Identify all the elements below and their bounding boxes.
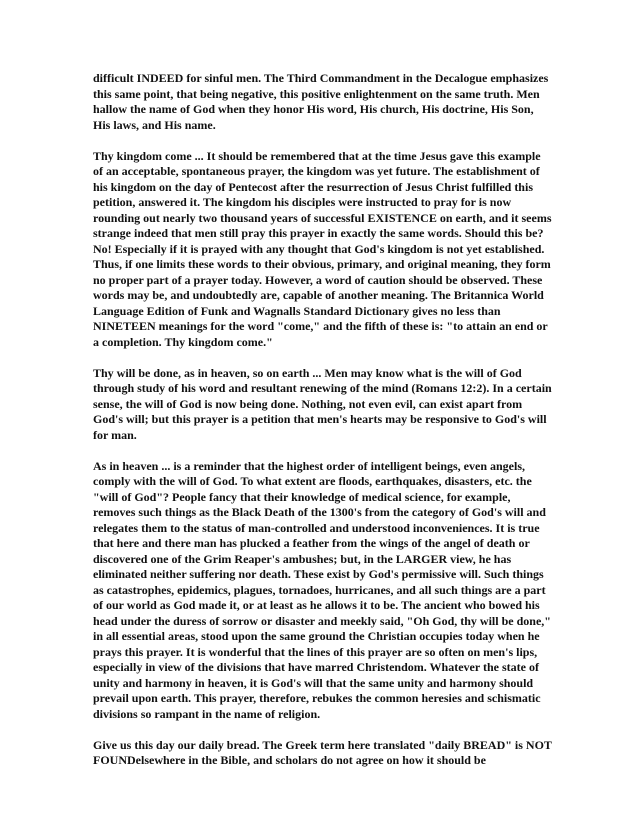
paragraph-as-in-heaven: As in heaven ... is a reminder that the highest order of intelligent beings, even angels, comply with the will of God. To what extent are floods, earthquakes, disasters, etc. the "will of God"? People fancy that their knowledge of medical science, for example, removes such things as the Black Death of the 1300's from the category of God's will and relegates them to the status of man-controlled and understood inconveniences. It is true that here and there man has plucked a feather from the wings of the angel of death or discovered one of the Grim Reaper's ambushes; but, in the LARGER view, he has eliminated neither suffering nor death. These exist by God's permissive will. Such things as catastrophes, epidemics, plagues, tornadoes, hurricanes, and all such things are a part of our world as God made it, or at least as he allows it to be. The ancient who bowed his head under the duress of sorrow or disaster and meekly said, "Oh God, thy will be done," in all essential areas, stood upon the same ground the Christian occupies today when he prays this prayer. It is wonderful that the lines of this prayer are so often on men's lips, especially in view of the divisions that have marred Christendom. Whatever the state of unity and harmony in heaven, it is God's will that the same unity and harmony should prevail upon earth. This prayer, therefore, rebukes the common heresies and schismatic divisions so rampant in the name of religion. — [93, 458, 551, 721]
document-body — [93, 71, 553, 769]
paragraph-will-be-done: Thy will be done, as in heaven, so on earth ... Men may know what is the will of God through study of his word and resultant renewing of the mind (Romans 12:2). In a certain sense, the will of God is now being done. Nothing, not even evil, can exist apart from God's will; but this prayer is a petition that men's hearts may be responsive to God's will for man. — [93, 365, 552, 442]
paragraph-hallowed-name: difficult INDEED for sinful men. The Third Commandment in the Decalogue emphasizes this same point, that being negative, this positive enlightenment on the same truth. Men hallow the name of God when they honor His word, His church, His doctrine, His Son, His laws, and His name. — [93, 71, 549, 132]
paragraph-daily-bread: Give us this day our daily bread. The Greek term here translated "daily BREAD" is NOT FOUNDelsewhere in the Bible, and scholars do not agree on how it should be — [93, 737, 552, 767]
paragraph-kingdom-come: Thy kingdom come ... It should be remembered that at the time Jesus gave this example of an acceptable, spontaneous prayer, the kingdom was yet future. The establishment of his kingdom on the day of Pentecost after the resurrection of Jesus Christ fulfilled this petition, answered it. The kingdom his disciples were instructed to pray for is now rounding out nearly two thousand years of successful EXISTENCE on earth, and it seems strange indeed that men still pray this prayer in exactly the same words. Should this be? No! Especially if it is prayed with any thought that God's kingdom is not yet established. Thus, if one limits these words to their obvious, primary, and original meaning, they form no proper part of a prayer today. However, a word of caution should be observed. These words may be, and undoubtedly are, capable of another meaning. The Britannica World Language Edition of Funk and Wagnalls Standard Dictionary gives no less than NINETEEN meanings for the word "come," and the fifth of these is: "to attain an end or a completion. Thy kingdom come." — [93, 148, 552, 349]
